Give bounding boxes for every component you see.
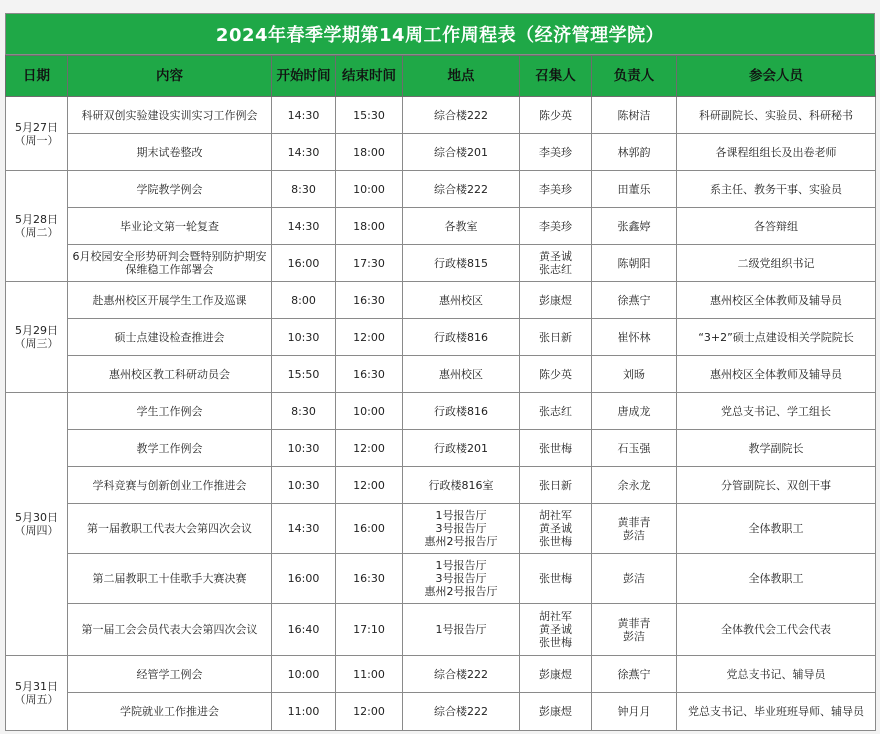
cell-attendees[interactable]: 全体教职工 (677, 504, 876, 554)
table-row (6, 97, 876, 134)
cell-convener[interactable]: 张世梅 (520, 430, 592, 467)
cell-attendees[interactable]: 科研副院长、实验员、科研秘书 (677, 97, 876, 134)
cell-start-time[interactable]: 8:30 (272, 171, 336, 208)
cell-place[interactable]: 综合楼222 (403, 97, 520, 134)
cell-content[interactable]: 惠州校区教工科研动员会 (68, 356, 272, 393)
table-row (6, 319, 876, 356)
cell-end-time[interactable]: 12:00 (336, 467, 403, 504)
cell-place[interactable]: 惠州校区 (403, 356, 520, 393)
cell-place[interactable]: 综合楼201 (403, 134, 520, 171)
cell-start-time[interactable]: 15:50 (272, 356, 336, 393)
cell-attendees[interactable]: 教学副院长 (677, 430, 876, 467)
cell-convener[interactable]: 李美珍 (520, 134, 592, 171)
header-row (6, 56, 876, 97)
cell-place[interactable]: 行政楼816 (403, 319, 520, 356)
cell-leader[interactable]: 林郭韵 (592, 134, 677, 171)
cell-place[interactable]: 行政楼816室 (403, 467, 520, 504)
cell-place[interactable]: 行政楼201 (403, 430, 520, 467)
cell-date[interactable]: 5月27日 （周一） (6, 97, 68, 171)
cell-place[interactable]: 综合楼222 (403, 171, 520, 208)
cell-start-time[interactable]: 10:30 (272, 430, 336, 467)
cell-content[interactable]: 科研双创实验建设实训实习工作例会 (68, 97, 272, 134)
cell-end-time[interactable]: 12:00 (336, 319, 403, 356)
cell-end-time[interactable]: 12:00 (336, 693, 403, 731)
cell-end-time[interactable]: 18:00 (336, 134, 403, 171)
cell-convener[interactable]: 张日新 (520, 319, 592, 356)
cell-convener[interactable]: 黄圣诚 张志红 (520, 245, 592, 282)
cell-convener[interactable]: 彭康煜 (520, 282, 592, 319)
cell-start-time[interactable]: 14:30 (272, 134, 336, 171)
cell-convener[interactable]: 陈少英 (520, 356, 592, 393)
cell-content[interactable]: 经管学工例会 (68, 656, 272, 693)
cell-date[interactable]: 5月30日 （周四） (6, 393, 68, 656)
cell-content[interactable]: 学生工作例会 (68, 393, 272, 430)
cell-end-time[interactable]: 10:00 (336, 393, 403, 430)
cell-content[interactable]: 教学工作例会 (68, 430, 272, 467)
cell-start-time[interactable]: 10:30 (272, 467, 336, 504)
cell-convener[interactable]: 李美珍 (520, 171, 592, 208)
table-row (6, 393, 876, 430)
cell-leader[interactable]: 徐燕宁 (592, 656, 677, 693)
cell-start-time[interactable]: 8:00 (272, 282, 336, 319)
cell-attendees[interactable]: 全体教代会工代会代表 (677, 604, 876, 656)
cell-convener[interactable]: 陈少英 (520, 97, 592, 134)
cell-leader[interactable]: 石玉强 (592, 430, 677, 467)
cell-date[interactable]: 5月31日 （周五） (6, 656, 68, 731)
cell-start-time[interactable]: 8:30 (272, 393, 336, 430)
cell-start-time[interactable]: 14:30 (272, 208, 336, 245)
cell-content[interactable]: 毕业论文第一轮复查 (68, 208, 272, 245)
table-row (6, 604, 876, 656)
table-row (6, 282, 876, 319)
cell-content[interactable]: 学院教学例会 (68, 171, 272, 208)
col-header-start[interactable]: 开始时间 (272, 56, 336, 97)
col-header-attendees[interactable]: 参会人员 (677, 56, 876, 97)
cell-place[interactable]: 综合楼222 (403, 693, 520, 731)
table-row (6, 693, 876, 731)
cell-attendees[interactable]: 各课程组组长及出卷老师 (677, 134, 876, 171)
cell-content[interactable]: 赴惠州校区开展学生工作及巡课 (68, 282, 272, 319)
cell-attendees[interactable]: 党总支书记、毕业班班导师、辅导员 (677, 693, 876, 731)
cell-leader[interactable]: 张鑫婷 (592, 208, 677, 245)
cell-convener[interactable]: 彭康煜 (520, 656, 592, 693)
cell-place[interactable]: 1号报告厅 3号报告厅 惠州2号报告厅 (403, 554, 520, 604)
cell-content[interactable]: 期末试卷整改 (68, 134, 272, 171)
cell-end-time[interactable]: 16:30 (336, 282, 403, 319)
schedule-body (6, 97, 876, 731)
cell-leader[interactable]: 崔怀林 (592, 319, 677, 356)
cell-start-time[interactable]: 10:00 (272, 656, 336, 693)
cell-place[interactable]: 综合楼222 (403, 656, 520, 693)
cell-start-time[interactable]: 10:30 (272, 319, 336, 356)
cell-attendees[interactable]: 党总支书记、学工组长 (677, 393, 876, 430)
col-header-leader[interactable]: 负责人 (592, 56, 677, 97)
cell-content[interactable]: 第二届教职工十佳歌手大赛决赛 (68, 554, 272, 604)
cell-end-time[interactable]: 18:00 (336, 208, 403, 245)
cell-place[interactable]: 1号报告厅 (403, 604, 520, 656)
table-row (6, 430, 876, 467)
cell-leader[interactable]: 唐成龙 (592, 393, 677, 430)
cell-start-time[interactable]: 16:00 (272, 245, 336, 282)
table-row (6, 656, 876, 693)
cell-leader[interactable]: 徐燕宁 (592, 282, 677, 319)
table-row (6, 504, 876, 554)
cell-place[interactable]: 1号报告厅 3号报告厅 惠州2号报告厅 (403, 504, 520, 554)
cell-leader[interactable]: 田董乐 (592, 171, 677, 208)
cell-end-time[interactable]: 10:00 (336, 171, 403, 208)
cell-leader[interactable]: 钟月月 (592, 693, 677, 731)
cell-start-time[interactable]: 14:30 (272, 504, 336, 554)
cell-content[interactable]: 硕士点建设检查推进会 (68, 319, 272, 356)
cell-convener[interactable]: 张志红 (520, 393, 592, 430)
cell-convener[interactable]: 胡社军 黄圣诚 张世梅 (520, 604, 592, 656)
table-row (6, 134, 876, 171)
schedule-table (5, 55, 876, 731)
table-row (6, 208, 876, 245)
cell-leader[interactable]: 黄菲青 彭洁 (592, 504, 677, 554)
cell-attendees[interactable]: 系主任、教务干事、实验员 (677, 171, 876, 208)
cell-leader[interactable]: 彭洁 (592, 554, 677, 604)
cell-leader[interactable]: 陈朝阳 (592, 245, 677, 282)
cell-place[interactable]: 行政楼816 (403, 393, 520, 430)
table-row (6, 554, 876, 604)
cell-leader[interactable]: 黄菲青 彭洁 (592, 604, 677, 656)
cell-leader[interactable]: 陈树洁 (592, 97, 677, 134)
cell-end-time[interactable]: 17:30 (336, 245, 403, 282)
cell-date[interactable]: 5月28日 （周二） (6, 171, 68, 282)
cell-convener[interactable]: 张日新 (520, 467, 592, 504)
cell-attendees[interactable]: 惠州校区全体教师及辅导员 (677, 356, 876, 393)
col-header-date[interactable]: 日期 (6, 56, 68, 97)
cell-convener[interactable]: 胡社军 黄圣诚 张世梅 (520, 504, 592, 554)
table-row (6, 245, 876, 282)
cell-end-time[interactable]: 12:00 (336, 430, 403, 467)
col-header-content[interactable]: 内容 (68, 56, 272, 97)
cell-end-time[interactable]: 15:30 (336, 97, 403, 134)
cell-end-time[interactable]: 11:00 (336, 656, 403, 693)
col-header-end[interactable]: 结束时间 (336, 56, 403, 97)
cell-start-time[interactable]: 16:40 (272, 604, 336, 656)
cell-attendees[interactable]: 分管副院长、双创干事 (677, 467, 876, 504)
cell-convener[interactable]: 张世梅 (520, 554, 592, 604)
cell-content[interactable]: 学院就业工作推进会 (68, 693, 272, 731)
cell-convener[interactable]: 李美珍 (520, 208, 592, 245)
cell-start-time[interactable]: 11:00 (272, 693, 336, 731)
cell-attendees[interactable]: 党总支书记、辅导员 (677, 656, 876, 693)
page-title: 2024年春季学期第14周工作周程表（经济管理学院） (5, 13, 875, 55)
cell-content[interactable]: 第一届工会会员代表大会第四次会议 (68, 604, 272, 656)
cell-place[interactable]: 惠州校区 (403, 282, 520, 319)
table-row (6, 356, 876, 393)
col-header-place[interactable]: 地点 (403, 56, 520, 97)
cell-content[interactable]: 学科竞赛与创新创业工作推进会 (68, 467, 272, 504)
table-row (6, 171, 876, 208)
cell-start-time[interactable]: 14:30 (272, 97, 336, 134)
cell-place[interactable]: 行政楼815 (403, 245, 520, 282)
cell-start-time[interactable]: 16:00 (272, 554, 336, 604)
cell-convener[interactable]: 彭康煜 (520, 693, 592, 731)
cell-attendees[interactable]: 惠州校区全体教师及辅导员 (677, 282, 876, 319)
cell-end-time[interactable]: 16:30 (336, 554, 403, 604)
cell-end-time[interactable]: 16:00 (336, 504, 403, 554)
table-row (6, 467, 876, 504)
cell-content[interactable]: 6月校园安全形势研判会暨特别防护期安保维稳工作部署会 (68, 245, 272, 282)
cell-leader[interactable]: 刘旸 (592, 356, 677, 393)
cell-end-time[interactable]: 16:30 (336, 356, 403, 393)
cell-attendees[interactable]: 二级党组织书记 (677, 245, 876, 282)
cell-content[interactable]: 第一届教职工代表大会第四次会议 (68, 504, 272, 554)
col-header-convener[interactable]: 召集人 (520, 56, 592, 97)
cell-attendees[interactable]: 各答辩组 (677, 208, 876, 245)
cell-attendees[interactable]: “3+2”硕士点建设相关学院院长 (677, 319, 876, 356)
cell-end-time[interactable]: 17:10 (336, 604, 403, 656)
cell-date[interactable]: 5月29日 （周三） (6, 282, 68, 393)
cell-leader[interactable]: 余永龙 (592, 467, 677, 504)
cell-place[interactable]: 各教室 (403, 208, 520, 245)
cell-attendees[interactable]: 全体教职工 (677, 554, 876, 604)
